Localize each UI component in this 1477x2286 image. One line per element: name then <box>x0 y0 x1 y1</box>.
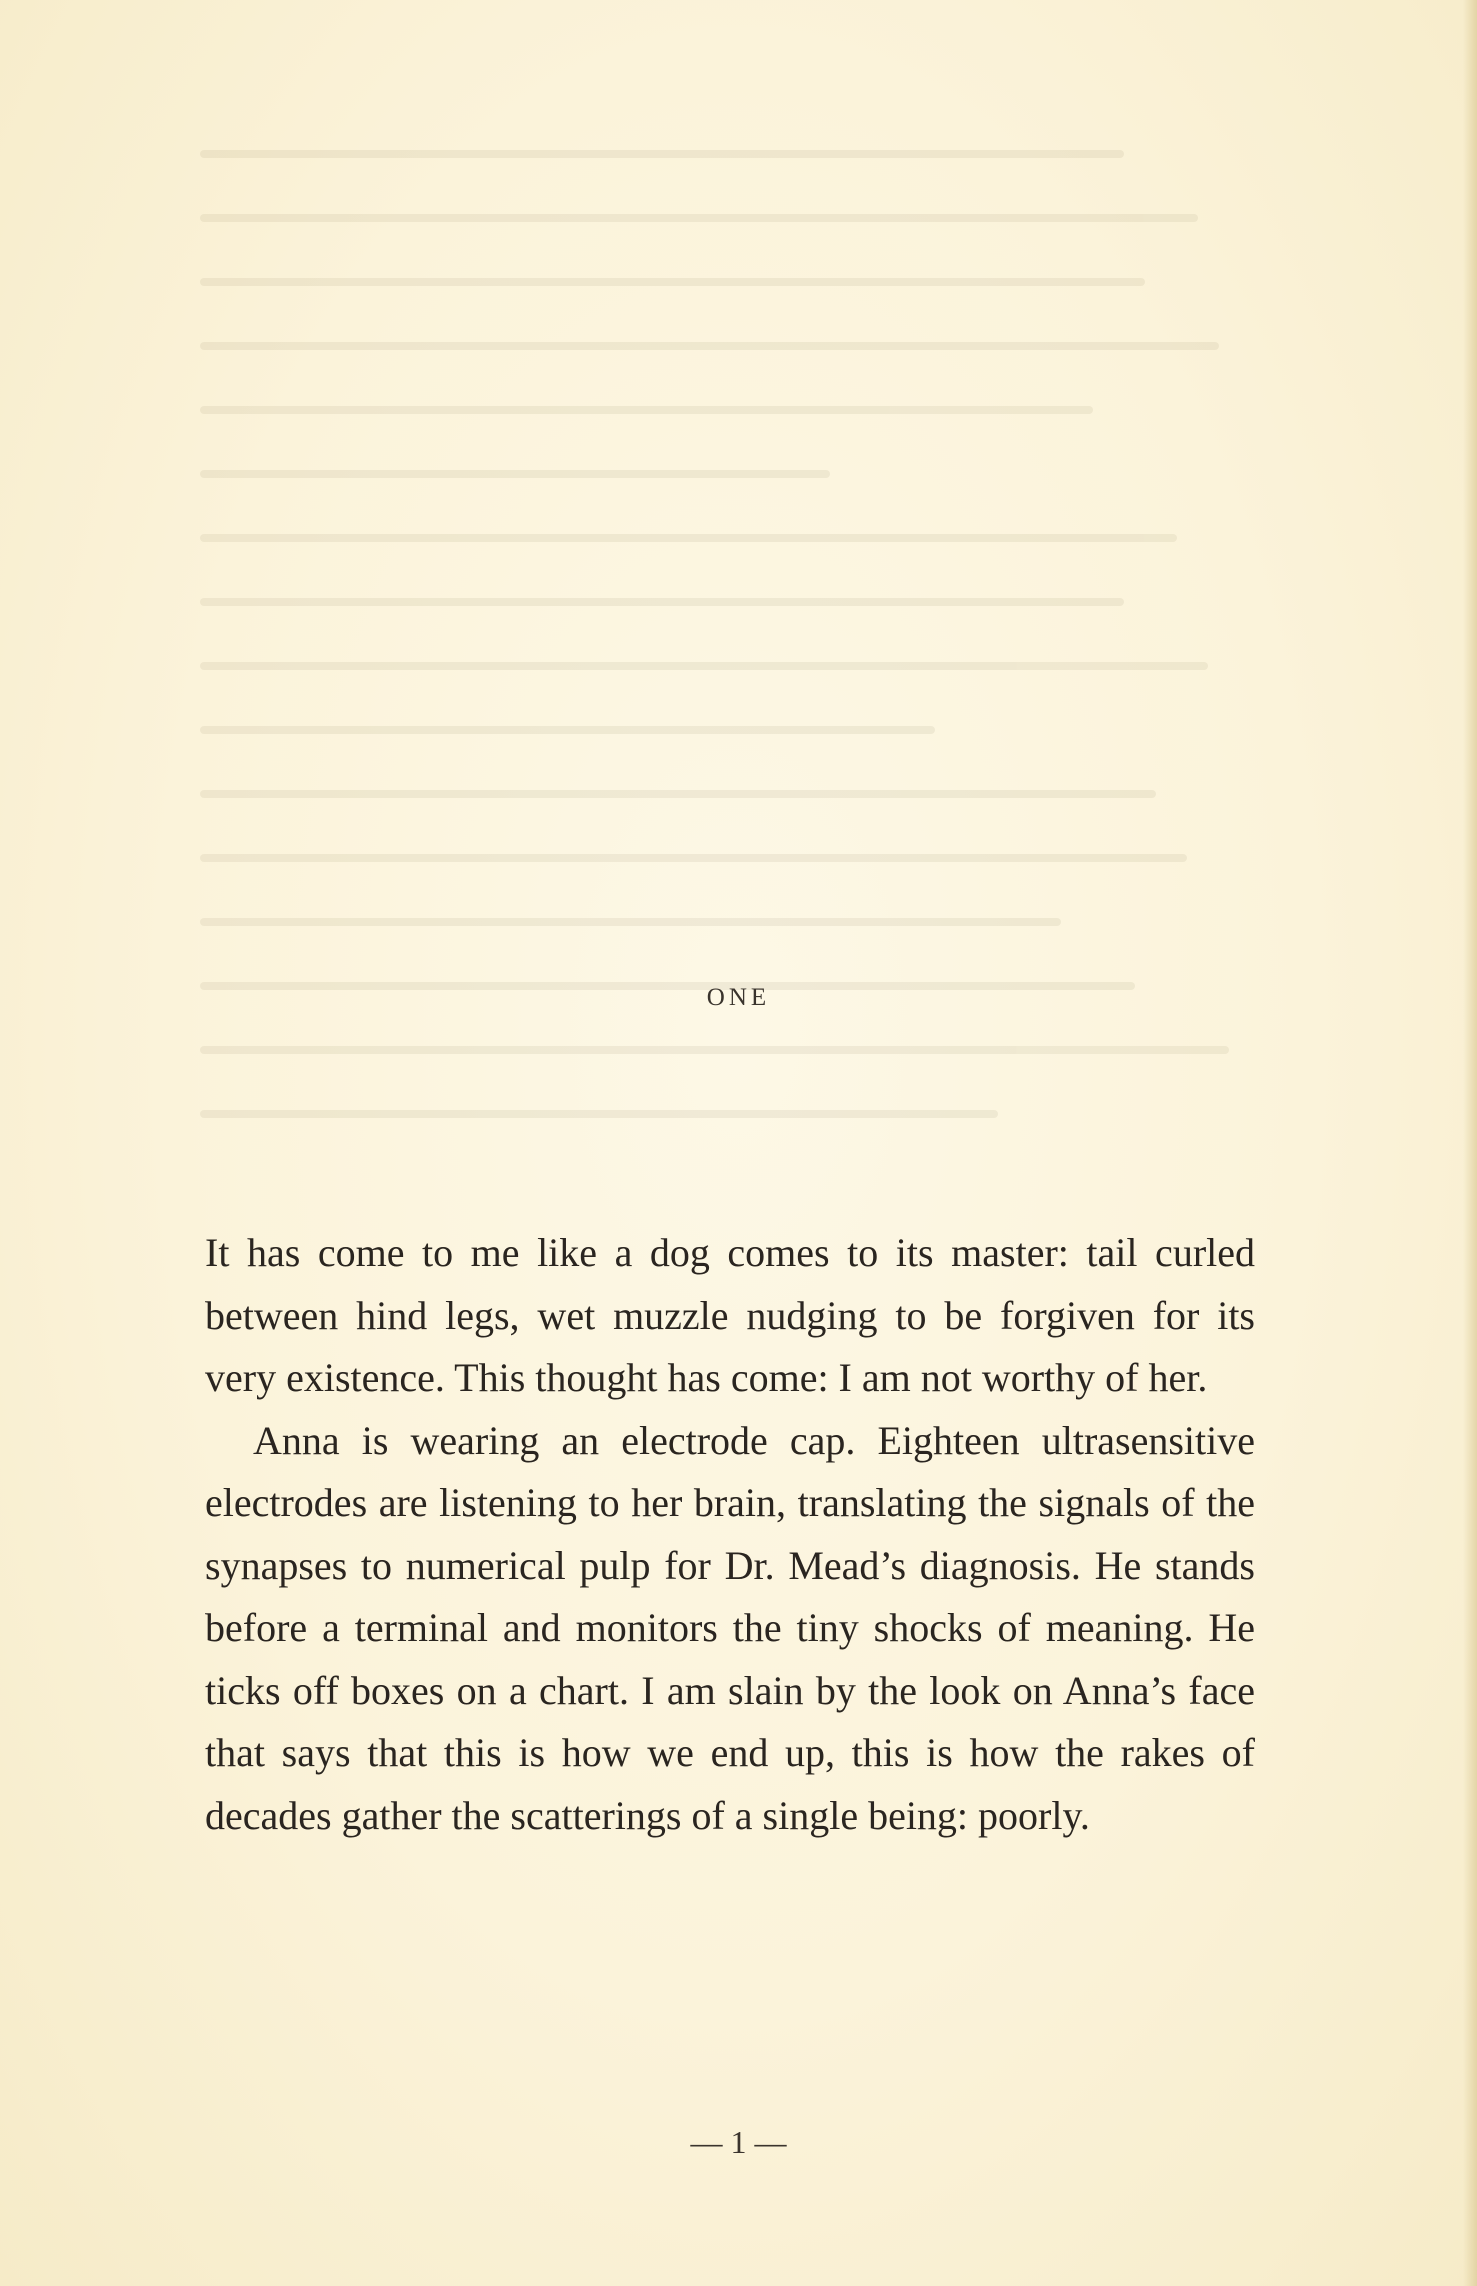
page-number: — 1 — <box>690 2124 787 2160</box>
body-text <box>205 1222 1255 1847</box>
paragraph-1: It has come to me like a dog comes to its master: tail curled between hind legs, wet muzzle nudging to be forgiven for its very existence. This thought has come: I am not worthy of her. <box>205 1230 1255 1400</box>
chapter-heading: ONE <box>706 984 771 1011</box>
paragraph-2: Anna is wearing an electrode cap. Eighteen ultrasensitive electrodes are listening to her brain, translating the signals of the synapses to numerical pulp for Dr. Mead’s diagnosis. He stands before a terminal and monitors the tiny shocks of meaning. He ticks off boxes on a chart. I am slain by the look on Anna’s face that says that this is how we end up, this is how the rakes of decades gather the scatterings of a single being: poorly. <box>205 1417 1255 1838</box>
bleed-through-texture <box>200 150 1250 1200</box>
page-edge-shadow <box>1463 0 1477 2286</box>
